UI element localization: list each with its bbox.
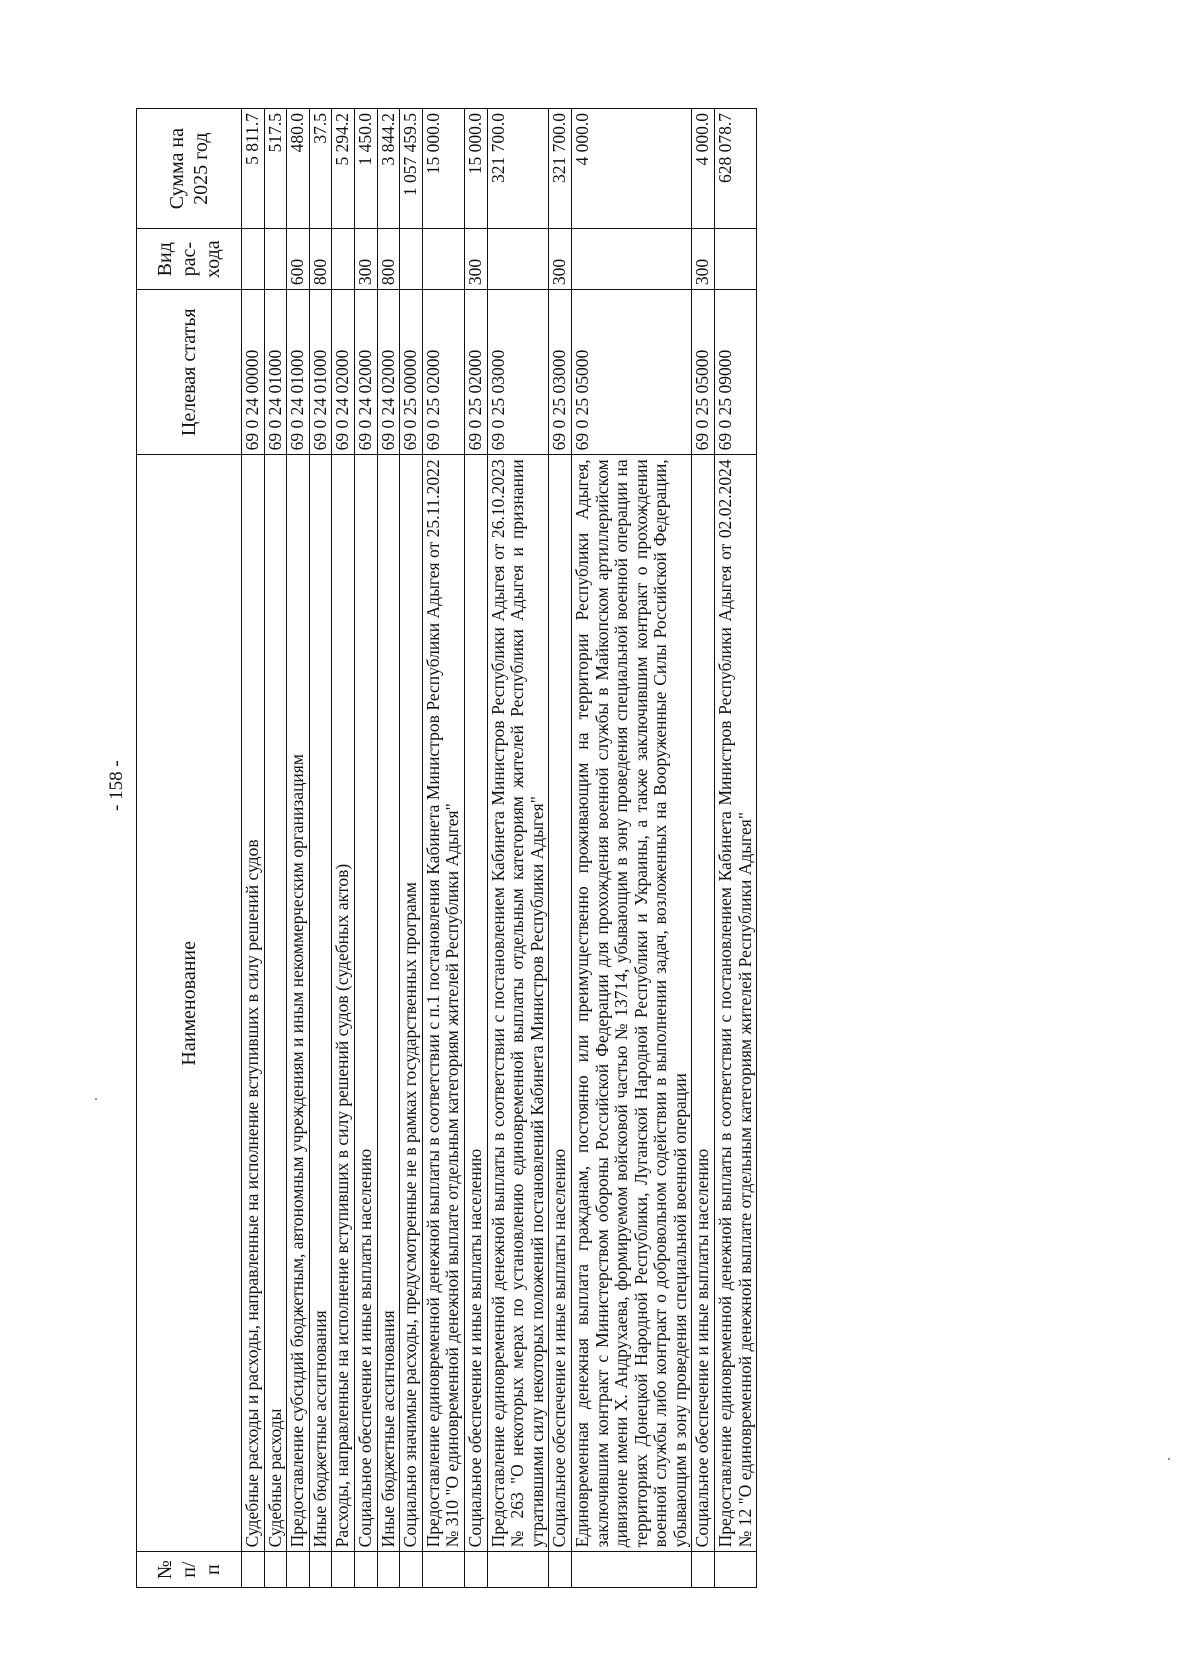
row-number	[715, 1552, 757, 1588]
row-target-article: 69 0 25 09000	[715, 290, 757, 455]
table-row	[332, 109, 355, 1588]
table-row	[309, 109, 332, 1588]
page-number: - 158 -	[106, 760, 127, 811]
row-expense-kind	[715, 229, 757, 290]
row-expense-kind: 300	[549, 229, 572, 290]
row-amount: 480.0	[287, 109, 310, 229]
table-row	[692, 109, 715, 1588]
row-expense-kind	[242, 229, 265, 290]
row-amount: 4 000.0	[692, 109, 715, 229]
row-name: Расходы, направленные на исполнение вступивших в силу решений судов (судебных актов)	[332, 455, 355, 1552]
table-row	[464, 109, 487, 1588]
row-amount: 15 000.0	[464, 109, 487, 229]
row-number	[571, 1552, 692, 1588]
rotated-table-container	[136, 108, 1043, 1588]
row-amount: 321 700.0	[487, 109, 549, 229]
row-expense-kind	[400, 229, 423, 290]
row-expense-kind: 300	[354, 229, 377, 290]
header-expense-kind: Вид рас-хода	[137, 229, 242, 290]
row-expense-kind	[571, 229, 692, 290]
header-number: № п/п	[137, 1552, 242, 1588]
row-name: Социальное обеспечение и иные выплаты населению	[692, 455, 715, 1552]
row-number	[692, 1552, 715, 1588]
row-number	[309, 1552, 332, 1588]
table-row	[422, 109, 464, 1588]
row-target-article: 69 0 25 05000	[692, 290, 715, 455]
scan-speck	[1168, 1458, 1170, 1460]
row-name: Судебные расходы	[264, 455, 287, 1552]
row-expense-kind: 800	[309, 229, 332, 290]
row-target-article: 69 0 24 01000	[287, 290, 310, 455]
table-row	[287, 109, 310, 1588]
row-target-article: 69 0 24 02000	[332, 290, 355, 455]
row-name: Социально значимые расходы, предусмотренные не в рамках государственных программ	[400, 455, 423, 1552]
row-target-article: 69 0 25 00000	[400, 290, 423, 455]
row-name: Предоставление субсидий бюджетным, автономным учреждениям и иным некоммерческим организациям	[287, 455, 310, 1552]
row-amount: 1 057 459.5	[400, 109, 423, 229]
table-row	[715, 109, 757, 1588]
table-header-row	[137, 109, 242, 1588]
budget-table	[136, 108, 757, 1588]
table-row	[242, 109, 265, 1588]
row-target-article: 69 0 25 05000	[571, 290, 692, 455]
row-name: Социальное обеспечение и иные выплаты населению	[464, 455, 487, 1552]
row-number	[400, 1552, 423, 1588]
header-name: Наименование	[137, 455, 242, 1552]
row-amount: 4 000.0	[571, 109, 692, 229]
row-number	[354, 1552, 377, 1588]
row-name: Иные бюджетные ассигнования	[309, 455, 332, 1552]
row-number	[242, 1552, 265, 1588]
row-amount: 15 000.0	[422, 109, 464, 229]
row-name: Предоставление единовременной денежной выплаты в соответствии с постановлением Кабинета Министров Республики Адыгея от 26.10.2023 № 263 "О некоторых мерах по установлению единовременной выплаты отдельным категориям жителей Республики Адыгея и признании утратившими силу некоторых положений постановлений Кабинета Министров Республики Адыгея"	[487, 455, 549, 1552]
row-amount: 628 078.7	[715, 109, 757, 229]
table-row	[264, 109, 287, 1588]
row-target-article: 69 0 24 01000	[264, 290, 287, 455]
row-amount: 3 844.2	[377, 109, 400, 229]
row-amount: 37.5	[309, 109, 332, 229]
row-number	[549, 1552, 572, 1588]
row-name: Иные бюджетные ассигнования	[377, 455, 400, 1552]
row-target-article: 69 0 24 01000	[309, 290, 332, 455]
header-target-article: Целевая статья	[137, 290, 242, 455]
row-amount: 5 294.2	[332, 109, 355, 229]
row-expense-kind: 300	[464, 229, 487, 290]
table-row	[571, 109, 692, 1588]
row-name: Судебные расходы и расходы, направленные на исполнение вступивших в силу решений судов	[242, 455, 265, 1552]
table-row	[487, 109, 549, 1588]
row-target-article: 69 0 24 02000	[377, 290, 400, 455]
table-row	[377, 109, 400, 1588]
row-amount: 321 700.0	[549, 109, 572, 229]
row-expense-kind	[264, 229, 287, 290]
table-row	[354, 109, 377, 1588]
row-amount: 517.5	[264, 109, 287, 229]
row-number	[264, 1552, 287, 1588]
row-target-article: 69 0 24 02000	[354, 290, 377, 455]
row-target-article: 69 0 25 02000	[422, 290, 464, 455]
row-number	[487, 1552, 549, 1588]
row-number	[287, 1552, 310, 1588]
row-expense-kind	[422, 229, 464, 290]
row-number	[464, 1552, 487, 1588]
header-amount-2025: Сумма на 2025 год	[137, 109, 242, 229]
row-number	[377, 1552, 400, 1588]
scan-speck	[95, 1098, 97, 1100]
row-target-article: 69 0 25 02000	[464, 290, 487, 455]
row-name: Социальное обеспечение и иные выплаты населению	[354, 455, 377, 1552]
table-row	[400, 109, 423, 1588]
row-amount: 5 811.7	[242, 109, 265, 229]
row-name: Единовременная денежная выплата гражданам, постоянно или преимущественно проживающим на территории Республики Адыгея, заключившим контракт с Министерством обороны Российской Федерации для прохождения военной службы в Майкопском артиллерийском дивизионе имени Х. Андрухаева, формируемом войсковой частью № 13714, убывающим в зону проведения специальной военной операции на территориях Донецкой Народной Республики, Луганской Народной Республики и Украины, а также заключившим контракт о прохождении военной службы либо контракт о добровольном содействии в выполнении задач, возложенных на Вооруженные Силы Российской Федерации, убывающим в зону проведения специальной военной операции	[571, 455, 692, 1552]
row-target-article: 69 0 25 03000	[487, 290, 549, 455]
row-expense-kind: 800	[377, 229, 400, 290]
row-number	[332, 1552, 355, 1588]
row-name: Предоставление единовременной денежной выплаты в соответствии с постановлением Кабинета Министров Республики Адыгея от 02.02.2024 № 12 "О единовременной денежной выплате отдельным категориям жителей Республики Адыгея"	[715, 455, 757, 1552]
row-name: Предоставление единовременной денежной выплаты в соответствии с п.1 постановления Кабинета Министров Республики Адыгея от 25.11.2022 № 310 "О единовременной денежной выплате отдельным категориям жителей Республики Адыгея"	[422, 455, 464, 1552]
row-number	[422, 1552, 464, 1588]
row-expense-kind	[487, 229, 549, 290]
row-target-article: 69 0 25 03000	[549, 290, 572, 455]
table-frame	[136, 108, 1043, 1588]
row-expense-kind: 600	[287, 229, 310, 290]
row-amount: 1 450.0	[354, 109, 377, 229]
row-expense-kind: 300	[692, 229, 715, 290]
row-name: Социальное обеспечение и иные выплаты населению	[549, 455, 572, 1552]
row-expense-kind	[332, 229, 355, 290]
row-target-article: 69 0 24 00000	[242, 290, 265, 455]
table-row	[549, 109, 572, 1588]
